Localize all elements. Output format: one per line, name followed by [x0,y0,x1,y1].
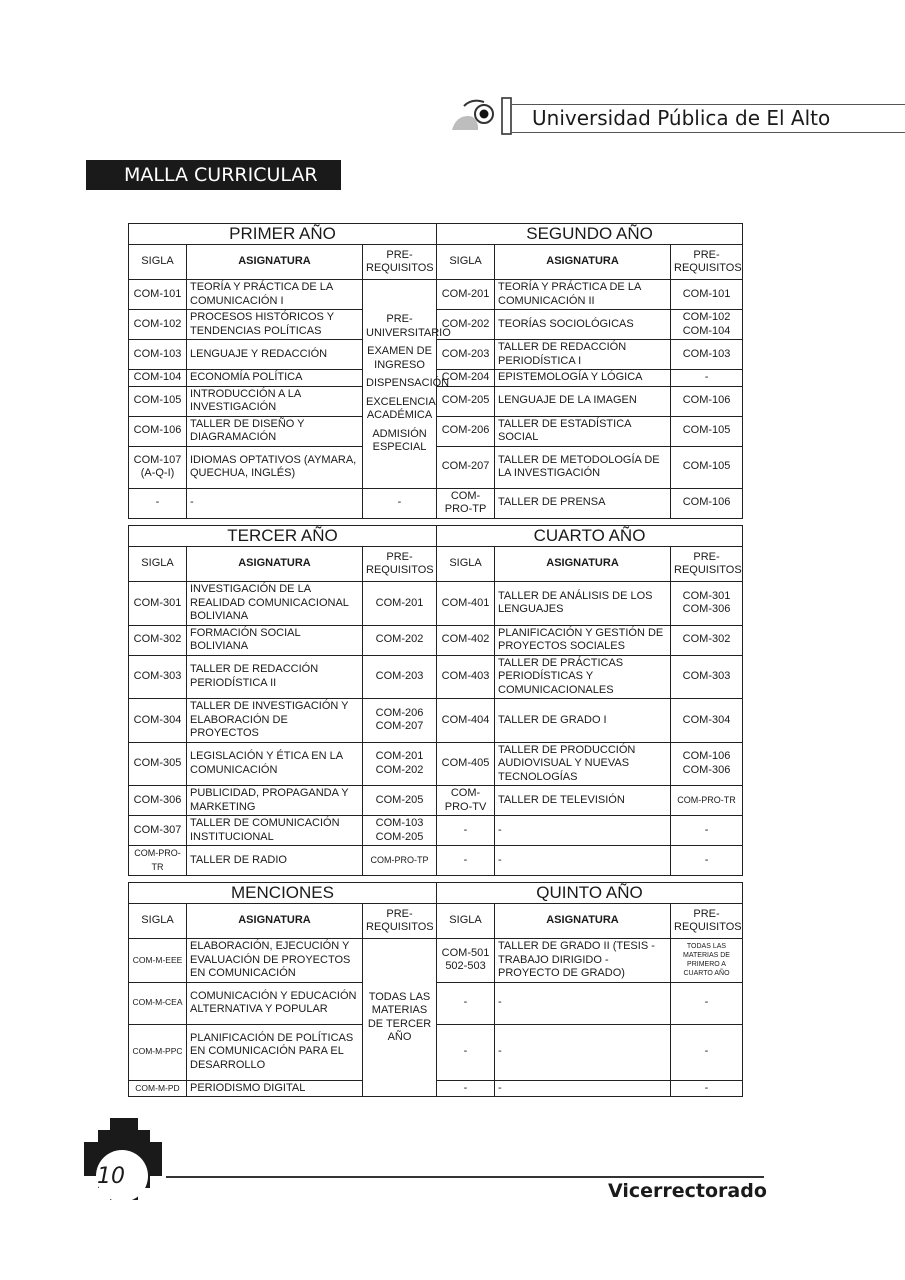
prereq-cell: COM-105 [671,416,743,446]
sigla-cell: - [437,1024,495,1080]
prereq-cell: COM-301 COM-306 [671,582,743,626]
asignatura-cell: TALLER DE GRADO I [495,699,671,743]
asignatura-cell: TALLER DE PRODUCCIÓN AUDIOVISUAL Y NUEVAS TECNOLOGÍAS [495,742,671,786]
prereq-cell: COM-PRO-TR [671,786,743,816]
col-header-sigla: SIGLA [129,547,187,582]
sigla-cell: COM-107 (A-Q-I) [129,446,187,488]
sigla-cell: COM-203 [437,340,495,370]
sigla-cell: COM-102 [129,310,187,340]
prereq-cell: - [671,982,743,1024]
col-header-asignatura: ASIGNATURA [187,547,363,582]
prereq-cell: COM-202 [363,625,437,655]
prereq-cell: COM-303 [671,655,743,699]
prereq-cell: COM-304 [671,699,743,743]
col-header-sigla: SIGLA [437,245,495,280]
year-heading: TERCER AÑO [129,526,437,547]
table-row [129,280,743,310]
prereq-option: DISPENSACIÓN [366,377,450,389]
sigla-cell: COM-205 [437,386,495,416]
table-row [129,488,743,518]
sigla-cell: - [437,846,495,876]
asignatura-cell: PUBLICIDAD, PROPAGANDA Y MARKETING [187,786,363,816]
asignatura-cell: TALLER DE INVESTIGACIÓN Y ELABORACIÓN DE PROYECTOS [187,699,363,743]
prereq-cell: - [671,1080,743,1097]
col-header-prereq: PRE-REQUISITOS [671,245,743,280]
sigla-cell: COM-305 [129,742,187,786]
asignatura-cell: TALLER DE ANÁLISIS DE LOS LENGUAJES [495,582,671,626]
sigla-cell: COM-PRO-TV [437,786,495,816]
asignatura-cell: LENGUAJE Y REDACCIÓN [187,340,363,370]
table-row [129,582,743,626]
sigla-cell: COM-PRO-TR [129,846,187,876]
col-header-sigla: SIGLA [129,904,187,939]
asignatura-cell: ELABORACIÓN, EJECUCIÓN Y EVALUACIÓN DE PROYECTOS EN COMUNICACIÓN [187,939,363,983]
prereq-cell: COM-203 [363,655,437,699]
asignatura-cell: TALLER DE DISEÑO Y DIAGRAMACIÓN [187,416,363,446]
prereq-cell: - [671,1024,743,1080]
asignatura-cell: FORMACIÓN SOCIAL BOLIVIANA [187,625,363,655]
col-header-prereq: PRE-REQUISITOS [363,245,437,280]
sigla-cell: COM-206 [437,416,495,446]
prereq-cell: COM-206 COM-207 [363,699,437,743]
sigla-cell: - [437,816,495,846]
asignatura-cell: TALLER DE RADIO [187,846,363,876]
section-banner: MALLA CURRICULAR [86,160,341,190]
col-header-prereq: PRE-REQUISITOS [363,904,437,939]
asignatura-cell: TALLER DE METODOLOGÍA DE LA INVESTIGACIÓN [495,446,671,488]
sigla-cell: COM-401 [437,582,495,626]
prereq-cell: TODAS LAS MATERIAS DE PRIMERO A CUARTO AÑO [671,939,743,983]
sigla-cell: COM-302 [129,625,187,655]
table-row [129,742,743,786]
asignatura-cell: TALLER DE REDACCIÓN PERIODÍSTICA I [495,340,671,370]
col-header-prereq: PRE-REQUISITOS [671,547,743,582]
col-header-sigla: SIGLA [129,245,187,280]
sigla-cell: COM-405 [437,742,495,786]
sigla-cell: COM-M-PD [129,1080,187,1097]
prereq-option: PRE-UNIVERSITARIO [366,313,451,339]
asignatura-cell: ECONOMÍA POLÍTICA [187,370,363,387]
col-header-sigla: SIGLA [437,904,495,939]
asignatura-cell: COMUNICACIÓN Y EDUCACIÓN ALTERNATIVA Y POPULAR [187,982,363,1024]
asignatura-cell: TEORÍAS SOCIOLÓGICAS [495,310,671,340]
university-title: Universidad Pública de El Alto [532,106,831,130]
sigla-cell: COM-105 [129,386,187,416]
table-row [129,846,743,876]
asignatura-cell: TALLER DE COMUNICACIÓN INSTITUCIONAL [187,816,363,846]
prereq-option: EXAMEN DE INGRESO [367,345,432,371]
prereq-cell: COM-302 [671,625,743,655]
asignatura-cell: IDIOMAS OPTATIVOS (AYMARA, QUECHUA, INGLÉS) [187,446,363,488]
sigla-cell: COM-M-PPC [129,1024,187,1080]
header-rule-top [512,104,905,105]
sigla-cell: COM-M-EEE [129,939,187,983]
university-logo-icon [450,96,514,136]
sigla-cell: COM-306 [129,786,187,816]
prereq-cell: COM-201 COM-202 [363,742,437,786]
sigla-cell: COM-201 [437,280,495,310]
table-row [129,625,743,655]
col-header-prereq: PRE-REQUISITOS [363,547,437,582]
sigla-cell: - [437,982,495,1024]
asignatura-cell: PLANIFICACIÓN Y GESTIÓN DE PROYECTOS SOCIALES [495,625,671,655]
prereq-cell: - [363,488,437,518]
prereq-cell: - [671,846,743,876]
sigla-cell: COM-104 [129,370,187,387]
page-number: 10 [97,1164,125,1189]
asignatura-cell: INVESTIGACIÓN DE LA REALIDAD COMUNICACIONAL BOLIVIANA [187,582,363,626]
prereq-cell: COM-102 COM-104 [671,310,743,340]
year-heading: QUINTO AÑO [437,883,743,904]
col-header-sigla: SIGLA [437,547,495,582]
prereq-cell: COM-106 [671,488,743,518]
col-header-prereq: PRE-REQUISITOS [671,904,743,939]
prereq-cell: - [671,816,743,846]
asignatura-cell: - [495,982,671,1024]
col-header-asignatura: ASIGNATURA [187,245,363,280]
asignatura-cell: TALLER DE PRÁCTICAS PERIODÍSTICAS Y COMUNICACIONALES [495,655,671,699]
prereq-merged-cell [363,280,451,489]
table-row [129,699,743,743]
sigla-cell: COM-202 [437,310,495,340]
prereq-cell: COM-PRO-TP [363,846,437,876]
sigla-cell: COM-106 [129,416,187,446]
sigla-cell: COM-M-CEA [129,982,187,1024]
asignatura-cell: TEORÍA Y PRÁCTICA DE LA COMUNICACIÓN I [187,280,363,310]
col-header-asignatura: ASIGNATURA [495,547,671,582]
asignatura-cell: TEORÍA Y PRÁCTICA DE LA COMUNICACIÓN II [495,280,671,310]
header-rule [512,132,905,133]
year-heading: CUARTO AÑO [437,526,743,547]
prereq-cell: COM-103 COM-205 [363,816,437,846]
vicerrectorado-logo: Vicerrectorado [608,1180,767,1202]
prereq-cell: COM-103 [671,340,743,370]
sigla-cell: COM-PRO-TP [437,488,495,518]
sigla-cell: COM-404 [437,699,495,743]
year-heading: MENCIONES [129,883,437,904]
asignatura-cell: - [495,1080,671,1097]
asignatura-cell: - [495,846,671,876]
prereq-cell: COM-205 [363,786,437,816]
table-row [129,816,743,846]
sigla-cell: COM-101 [129,280,187,310]
sigla-cell: COM-207 [437,446,495,488]
prereq-cell: COM-106 [671,386,743,416]
asignatura-cell: PERIODISMO DIGITAL [187,1080,363,1097]
asignatura-cell: TALLER DE TELEVISIÓN [495,786,671,816]
col-header-asignatura: ASIGNATURA [187,904,363,939]
asignatura-cell: TALLER DE PRENSA [495,488,671,518]
year-heading: PRIMER AÑO [129,224,437,245]
prereq-cell: COM-105 [671,446,743,488]
prereq-option: EXCELENCIA ACADÉMICA [366,395,436,421]
prereq-cell: COM-106 COM-306 [671,742,743,786]
asignatura-cell: - [187,488,363,518]
curriculum-table-2 [128,525,743,876]
asignatura-cell: PROCESOS HISTÓRICOS Y TENDENCIAS POLÍTICAS [187,310,363,340]
prereq-option: ADMISIÓN ESPECIAL [372,427,427,453]
table-row [129,939,743,983]
asignatura-cell: TALLER DE GRADO II (TESIS - TRABAJO DIRIGIDO - PROYECTO DE GRADO) [495,939,671,983]
curriculum-table-1 [128,223,743,519]
footer-rule [166,1176,764,1178]
curriculum-table-3 [128,882,743,1097]
prereq-cell: COM-101 [671,280,743,310]
asignatura-cell: TALLER DE ESTADÍSTICA SOCIAL [495,416,671,446]
col-header-asignatura: ASIGNATURA [495,904,671,939]
col-header-asignatura: ASIGNATURA [495,245,671,280]
sigla-cell: COM-301 [129,582,187,626]
prereq-cell: - [671,370,743,387]
sigla-cell: COM-307 [129,816,187,846]
asignatura-cell: LEGISLACIÓN Y ÉTICA EN LA COMUNICACIÓN [187,742,363,786]
asignatura-cell: - [495,1024,671,1080]
sigla-cell: COM-402 [437,625,495,655]
asignatura-cell: - [495,816,671,846]
sigla-cell: COM-403 [437,655,495,699]
sigla-cell: COM-303 [129,655,187,699]
sigla-cell: COM-103 [129,340,187,370]
sigla-cell: COM-501 502-503 [437,939,495,983]
prereq-merged-cell: TODAS LAS MATERIAS DE TERCER AÑO [363,939,437,1097]
sigla-cell: - [437,1080,495,1097]
sigla-cell: - [129,488,187,518]
table-row [129,786,743,816]
asignatura-cell: EPISTEMOLOGÍA Y LÓGICA [495,370,671,387]
prereq-cell: COM-201 [363,582,437,626]
asignatura-cell: INTRODUCCIÓN A LA INVESTIGACIÓN [187,386,363,416]
sigla-cell: COM-204 [437,370,495,387]
sigla-cell: COM-304 [129,699,187,743]
asignatura-cell: TALLER DE REDACCIÓN PERIODÍSTICA II [187,655,363,699]
year-heading: SEGUNDO AÑO [437,224,743,245]
asignatura-cell: LENGUAJE DE LA IMAGEN [495,386,671,416]
table-row [129,655,743,699]
asignatura-cell: PLANIFICACIÓN DE POLÍTICAS EN COMUNICACIÓN PARA EL DESARROLLO [187,1024,363,1080]
